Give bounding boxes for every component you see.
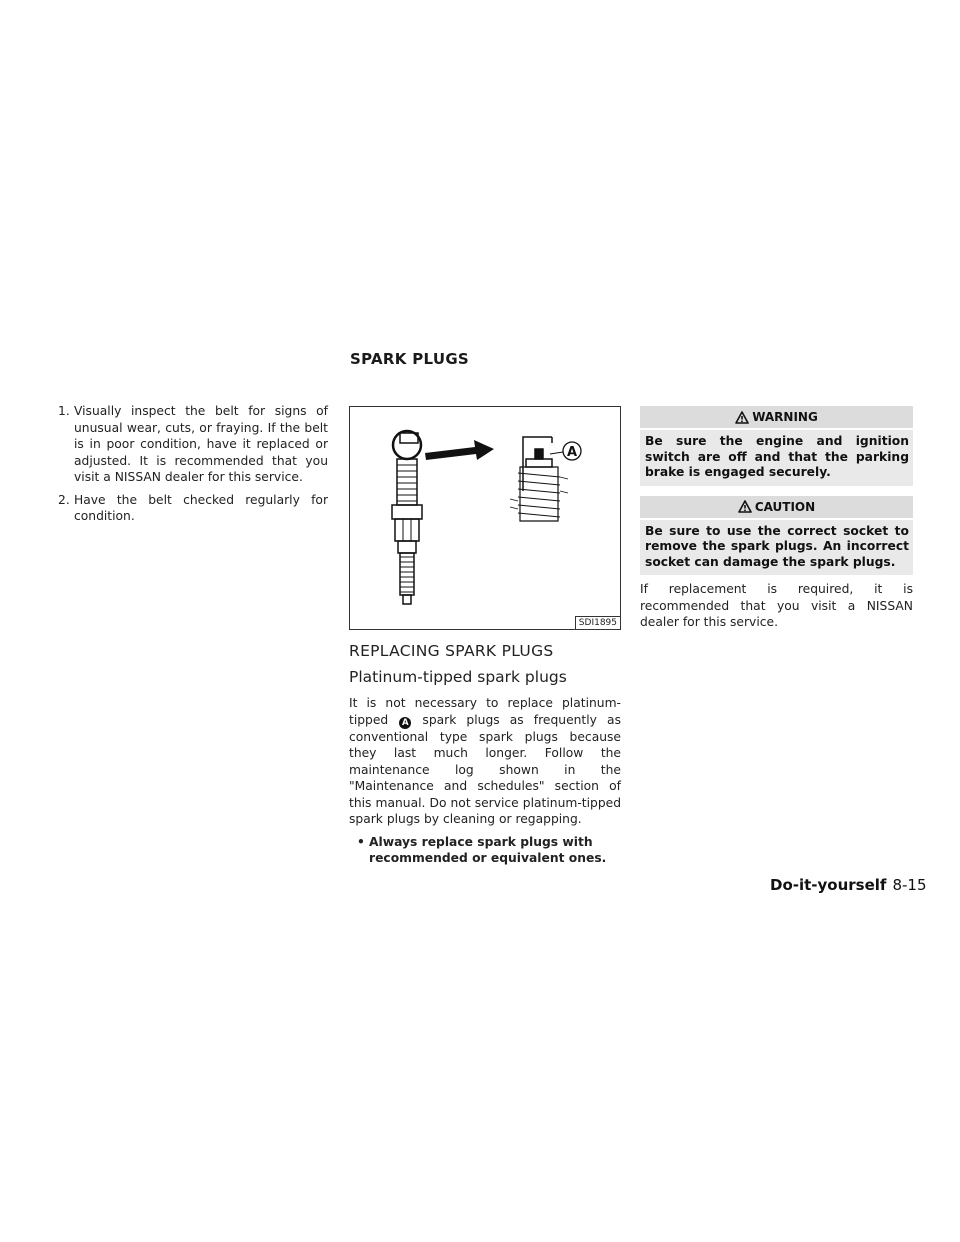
page-number: 8-15 <box>892 876 927 894</box>
page-footer <box>770 876 927 894</box>
spark-plug-figure <box>349 406 621 630</box>
caution-icon <box>738 500 752 513</box>
step-text: Have the belt checked regularly for condition. <box>74 492 328 523</box>
list-item <box>58 403 328 486</box>
notices-column <box>640 406 913 631</box>
spark-plug-column <box>349 406 621 867</box>
warning-text: Be sure the engine and ignition switch are off and that the parking brake is engaged securely. <box>640 430 913 486</box>
subsection-heading: Platinum-tipped spark plugs <box>349 668 567 686</box>
bullet-icon: • <box>357 834 365 849</box>
spark-plug-illustration <box>350 407 620 629</box>
footer-section: Do-it-yourself <box>770 876 887 894</box>
step-text: Visually inspect the belt for signs of unusual wear, cuts, or fraying. If the belt is in poor condition, have it replaced or adjusted. It is recommended that you visit a NISSAN dealer for this service. <box>74 404 328 484</box>
warning-header <box>640 406 913 428</box>
list-item <box>349 834 621 867</box>
figure-id: SDI1895 <box>575 616 620 629</box>
paragraph-text: spark plugs as frequently as conventional type spark plugs because they last much longer. Follow the maintenance log shown in the "Maintenance and schedules" section of this manual. Do not service platinum-tipped spark plugs by cleaning or regapping. <box>349 712 621 827</box>
section-heading: REPLACING SPARK PLUGS <box>349 642 554 660</box>
belt-steps <box>58 403 328 531</box>
caution-label: CAUTION <box>754 499 816 514</box>
replacement-note: If replacement is required, it is recommended that you visit a NISSAN dealer for this service. <box>640 582 913 629</box>
callout-a-icon: A <box>399 717 411 729</box>
paragraph-text: It is not necessary to replace platinum-tipped <box>349 696 621 727</box>
caution-header <box>640 496 913 518</box>
bullet-text: Always replace spark plugs with recommended or equivalent ones. <box>369 834 607 866</box>
step-number: 1. <box>58 404 70 418</box>
list-item <box>58 492 328 525</box>
warning-label: WARNING <box>752 410 818 424</box>
section-title: SPARK PLUGS <box>350 350 470 368</box>
figure-callout: A <box>566 445 578 460</box>
caution-text: Be sure to use the correct socket to remove the spark plugs. An incorrect socket can damage the spark plugs. <box>640 520 913 576</box>
platinum-paragraph <box>349 695 621 828</box>
step-number: 2. <box>58 492 70 507</box>
warning-icon <box>735 411 749 424</box>
